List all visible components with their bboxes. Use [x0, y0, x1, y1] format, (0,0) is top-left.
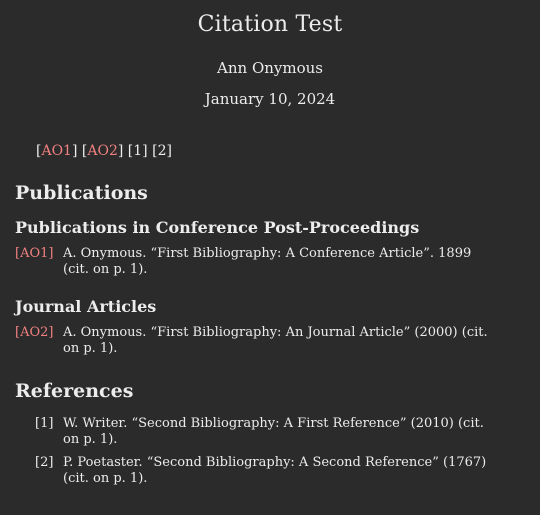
bib-label-ao2[interactable]: [AO2]	[15, 325, 54, 340]
citation-link-ao2[interactable]: AO2	[87, 143, 118, 159]
reference-label-1: [1]	[35, 416, 54, 431]
section-heading-publications: Publications	[15, 182, 148, 204]
document-author: Ann Onymous	[217, 59, 323, 77]
citation-link-2[interactable]: 2	[157, 143, 167, 159]
bib-text-ao2: A. Onymous. “First Bibliography: An Journal Article” (2000) (cit. on p. 1).	[63, 325, 488, 356]
bib-label-ao1[interactable]: [AO1]	[15, 246, 54, 261]
citation-link-ao1[interactable]: AO1	[41, 143, 72, 159]
document-date: January 10, 2024	[204, 90, 336, 108]
citation-link-1[interactable]: 1	[133, 143, 143, 159]
document-title: Citation Test	[197, 12, 343, 37]
subsection-heading-conference: Publications in Conference Post-Proceedings	[15, 218, 420, 237]
citation-line: [AO1] [AO2] [1] [2]	[36, 143, 172, 159]
section-heading-references: References	[15, 380, 134, 402]
reference-text-1: W. Writer. “Second Bibliography: A First Reference” (2010) (cit. on p. 1).	[63, 416, 484, 447]
reference-label-2: [2]	[35, 455, 54, 470]
subsection-heading-journal: Journal Articles	[15, 297, 157, 316]
bib-text-ao1: A. Onymous. “First Bibliography: A Conference Article”. 1899 (cit. on p. 1).	[63, 246, 472, 277]
reference-text-2: P. Poetaster. “Second Bibliography: A Second Reference” (1767) (cit. on p. 1).	[63, 455, 487, 486]
